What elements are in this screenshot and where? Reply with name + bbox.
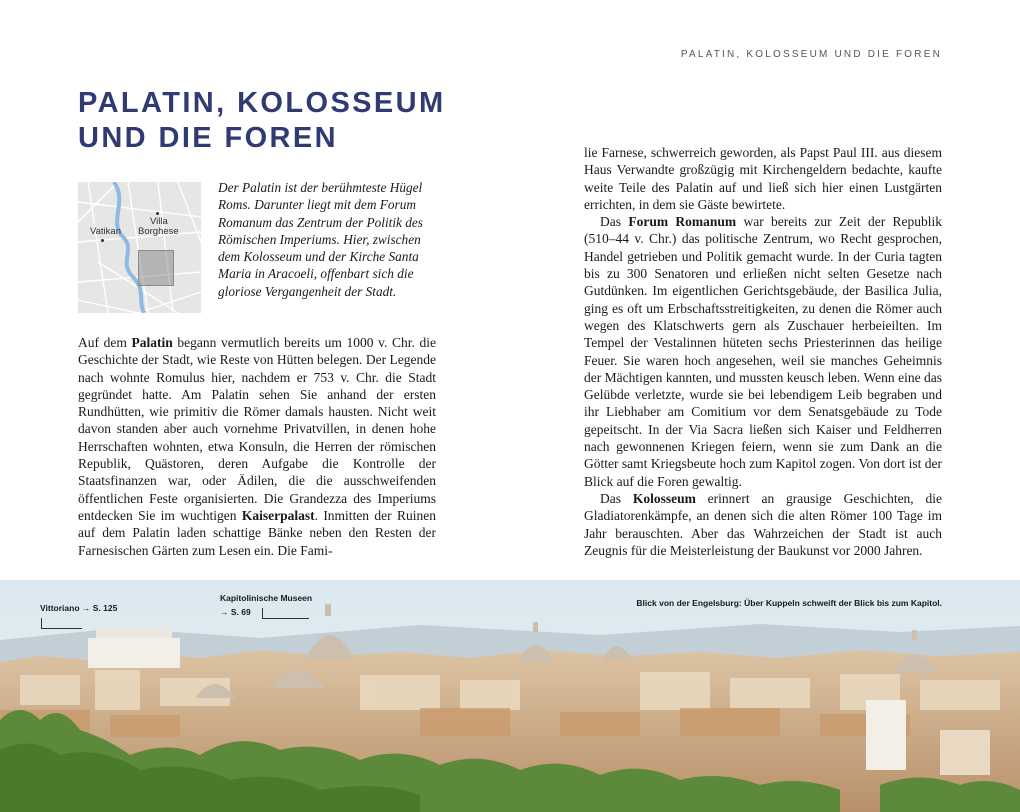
bold-forum-romanum: Forum Romanum (628, 214, 737, 230)
bold-kolosseum: Kolosseum (632, 490, 696, 506)
villa-borghese-marker (156, 212, 159, 215)
label-kapitolinische-museen: Kapitolinische Museen (220, 593, 313, 603)
right-paragraph-1: lie Farnese, schwerreich geworden, als Papst Paul III. aus diesem Haus Verwandte großzügig mit Kirchengeldern bedachte, kaufte weite Teile des Palatin auf und ließ sich hier einen Lustgärten errichten, in dem sie Gäste bewirtete. (584, 145, 942, 212)
left-paragraph-1: Auf dem Palatin begann vermutlich bereits um 1000 v. Chr. die Geschichte der Stadt, wie Reste von Hütten belegen. Der Legende nach wohnte Romulus hier, nachdem er 753 v. Chr. die Stadt gegründet hatte. Am Palatin sehen Sie anhand der ersten Rundhütten, wie primitiv die Römer damals hausten. Nicht weit davon standen aber auch vornehme Privatvillen, in denen hohe Herrschaften wohnten, etwa Konsuln, die Herren der römischen Republik, Quästoren, deren Aufgabe die Kontrolle der Staatsfinanzen war, oder Ädilen, die die ausschweifenden öffentlichen Feste organisierten. Die Grandezza des Imperiums entdecken Sie im wuchtigen Kaiserpalast. Inmitten der Ruinen auf dem Palatin laden schattige Bänke neben den Resten der Farnesischen Gärten zum Lesen ein. Die Fami- (78, 335, 436, 558)
label-kapitol-page: → S. 69 (220, 607, 251, 617)
right-column (584, 144, 942, 559)
panorama-caption: Blick von der Engelsburg: Über Kuppeln schweift der Blick bis zum Kapitol. (636, 598, 942, 608)
left-column (78, 334, 436, 559)
running-head: PALATIN, KOLOSSEUM UND DIE FOREN (680, 49, 942, 60)
bold-palatin: Palatin (131, 335, 173, 350)
rome-skyline-illustration (0, 580, 1020, 812)
river-tiber (114, 182, 144, 313)
map-streets (78, 182, 201, 313)
chapter-title-line-1: PALATIN, KOLOSSEUM (78, 87, 446, 119)
vatikan-marker (101, 239, 104, 242)
chapter-title-line-2: UND DIE FOREN (78, 122, 338, 154)
right-paragraph-2: Das Forum Romanum war bereits zur Zeit der Republik (510–44 v. Chr.) das politische Zentrum, wo Recht gesprochen, Handel getrieben und Politik gemacht wurde. In der Curia tagten bis zu 300 Senatoren und erließen nicht selten Gesetze nach Gutdünken. Im eigentlichen Gerichtsgebäude, der Basilica Julia, ging es oft um Erbschaftsstreitigkeiten, zu denen die Römer auch wegen des Klatschwerts gern als Zuschauer herbeieilten. Im Tempel der Vestalinnen hüteten sechs Priesterinnen das heilige Feuer. Sie waren hoch angesehen, weil sie manches Geheimnis der Mächtigen kannten, und mussten keusch leben. Wenn eine das Gelübde verletzte, wurde sie bei lebendigem Leib begraben und ihr Liebhaber am Comitium vor dem Senatsgebäude zu Tode gepeitscht. In der Via Sacra ließen sich Kaiser und Feldherren nach gewonnenen Kriegen feiern, wenn sie zum Dank an die Götter samt Kriegsbeute hoch zum Kapitol zogen. Von dort ist der Blick auf die Foren gewaltig. (584, 214, 943, 489)
locator-map (78, 182, 201, 313)
chapter-title (78, 86, 498, 156)
map-highlight-area (138, 250, 174, 286)
intro-text: Der Palatin ist der berühmteste Hügel Roms. Darunter liegt mit dem Forum Romanum das Zentrum der Politik des Römischen Imperiums. Hier, zwischen dem Kolosseum und der Kirche Santa Maria in Aracoeli, offenbart sich die gloriose Vergangenheit der Stadt. (218, 180, 423, 299)
map-label-villa: Villa (150, 216, 168, 227)
map-label-vatikan: Vatikan (90, 226, 121, 237)
right-paragraph-3: Das Kolosseum erinnert an grausige Geschichten, die Gladiatorenkämpfe, an denen sich die alten Römer 100 Tage im Jahr berauschten. Aber das Wahrzeichen der Stadt ist auch Zeugnis für die Meisterleistung der Baukunst vor 2000 Jahren. (584, 490, 943, 558)
pointer-vittoriano (41, 618, 82, 629)
map-label-borghese: Borghese (138, 226, 179, 237)
pointer-kapitol (262, 608, 309, 619)
bold-kaiserpalast: Kaiserpalast (241, 507, 315, 523)
panorama-photo (0, 580, 1020, 812)
vittoriano (88, 638, 180, 668)
label-vittoriano: Vittoriano → S. 125 (40, 603, 118, 613)
